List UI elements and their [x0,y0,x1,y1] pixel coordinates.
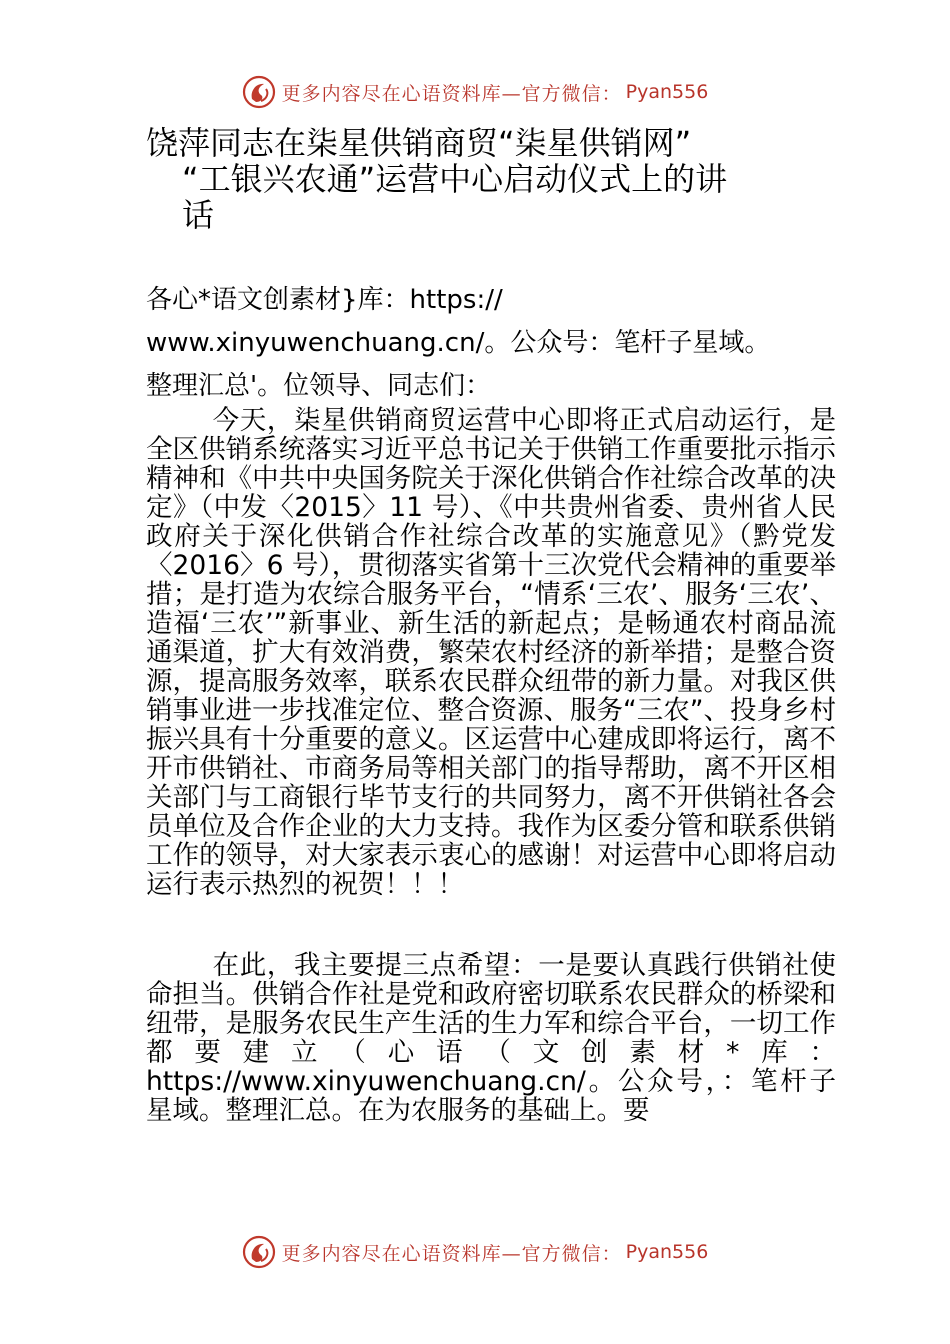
flame-swirl-logo-icon [242,1235,276,1269]
body-paragraph-2 [146,951,836,1125]
document-title [146,125,846,233]
intro-line-2: www.xinyuwenchuang.cn/。公众号：笔杆子星域。 [146,328,771,358]
title-line-2: “工银兴农通”运营中心启动仪式上的讲 [182,160,728,198]
intro-line-3: 整理汇总'。位领导、同志们： [146,371,492,401]
watermark-text: 更多内容尽在心语资料库—官方微信： [281,82,622,105]
watermark-account: Pyan556 [625,81,709,103]
watermark-text: 更多内容尽在心语资料库—官方微信： [281,1242,622,1265]
flame-swirl-logo-icon [242,75,276,109]
intro-block [146,279,826,408]
header-watermark [0,72,950,112]
footer-watermark [0,1232,950,1272]
watermark-account: Pyan556 [625,1241,709,1263]
body-paragraph-1 [146,406,836,899]
paragraph-2-text: 在此，我主要提三点希望：一是要认真践行供销社使命担当。供销合作社是党和政府密切联系农民群众的桥梁和纽带，是服务农民生产生活的生力军和综合平台，一切工作都要建立（心语（文创素材*库：https://www.xinyuwenchuang.cn/。公众号，：笔杆子星域。整理汇总。在为农服务的基础上。要 [146,950,836,1126]
title-line-1: 饶萍同志在柒星供销商贸“柒星供销网” [146,124,692,162]
intro-line-1: 各心*语文创素材}库：https:// [146,285,503,315]
paragraph-1-text: 今天，柒星供销商贸运营中心即将正式启动运行，是全区供销系统落实习近平总书记关于供销工作重要批示指示精神和《中共中央国务院关于深化供销合作社综合改革的决定》（中发〈2015〉11 号）、《中共贵州省委、贵州省人民政府关于深化供销合作社综合改革的实施意见》（黔党发〈2016〉6 号），贯彻落实省第十三次党代会精神的重要举措；是打造为农综合服务平台，“情系‘三农’、服务‘三农’、造福‘三农’”新事业、新生活的新起点；是畅通农村商品流通渠道，扩大有效消费，繁荣农村经济的新举措；是整合资源，提高服务效率，联系农民群众纽带的新力量。对我区供销事业进一步找准定位、整合资源、服务“三农”、投身乡村振兴具有十分重要的意义。区运营中心建成即将运行，离不开市供销社、市商务局等相关部门的指导帮助，离不开区相关部门与工商银行毕节支行的共同努力，离不开供销社各会员单位及合作企业的大力支持。我作为区委分管和联系供销工作的领导，对大家表示衷心的感谢！对运营中心即将启动运行表示热烈的祝贺！！！ [146,405,836,900]
title-line-3: 话 [182,196,215,234]
